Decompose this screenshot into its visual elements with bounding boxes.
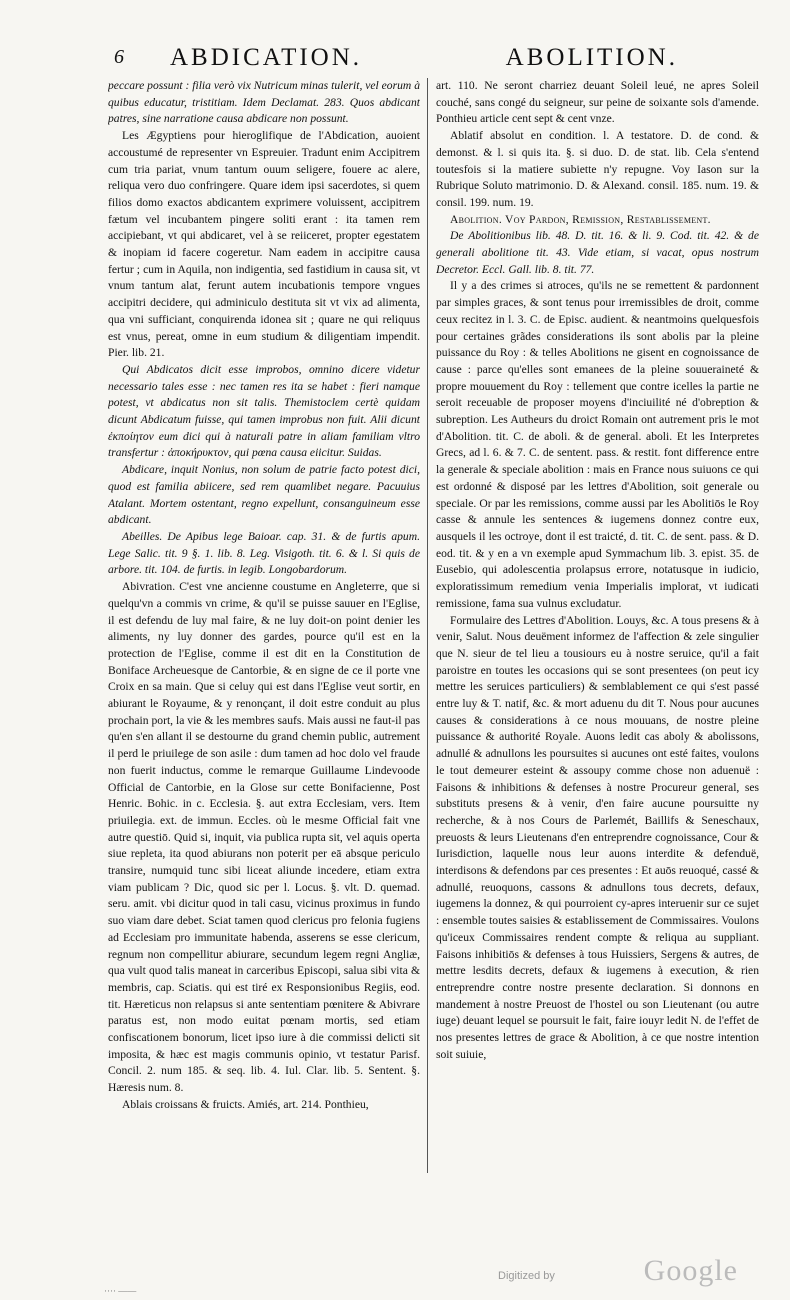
- footer-stub: ···· ——: [104, 1286, 137, 1296]
- right-running-title: ABOLITION.: [505, 44, 678, 71]
- watermark-label: Digitized by: [498, 1270, 555, 1282]
- right-column: [436, 78, 759, 1173]
- paragraph: Ablatif absolut en condition. l. A testatore. D. de cond. & demonst. & l. si quis ita. §. si duo. D. de stat. lib. Cela s'entend toutesfois si la matiere subiette n'y repugne. Voy Iason sur la Rubrique Soluto matrimonio. D. & Alexand. consil. 185. num. 19. & consil. 199. num. 19.: [436, 129, 759, 209]
- page-number: 6: [114, 46, 124, 68]
- paragraph: Abivration. C'est vne ancienne coustume en Angleterre, que si quelqu'vn a commis vn crime, & qu'il se puisse sauuer en l'Eglise, il est defendu de luy mal faire, & ne luy doit-on point denier les aliments, ny luy donner des gardes, pource qu'il est en la protection de l'Eglise, comme il est dit en la Constitution de Boniface Archeuesque de Cantorbie, & en signe de ce il porte vne Croix en sa main. Que si celuy qui est dans l'Eglise veut sortir, en abiurant le Royaume, & y renonçant, il doit estre conduit au plus prochain port, la vie & les membres saufs. Mais aussi ne faut-il pas qu'en s'en allant il se destourne du grand chemin public, autrement il perd le priuilege de son asile : dum tamen ad hoc dolo vel fraude non fuerit inductus, comme le remarque Guillaume Lindevoode Official de Cantorbie, en la Glose sur cette Bonifacienne, Post Henric. Bohic. in c. Ecclesia. §. aut extra Ecclesiam, vers. Item priuilegia. ext. de immun. Eccles. où le mesme Official fait vne autre questiō. Quid si, inquit, via publica rupta sit, vel aquis operta siue repleta, ita quod abiurans non poterit per eā absque periculo transire, numquid tunc sibi liceat aliunde incedere, etiam extra viam publicam ? Dic, quod sic per l. Locus. §. vlt. D. quemad. seru. amit. vbi dicitur quod in tali casu, vicinus proximus in fundo suo viam dare debet. Sciat tamen quod clericus pro felonia fugiens ad Ecclesiam pro immunitate habenda, asserens se esse clericum, regnum non compellitur abiurare, secundum legem regni Angliæ, qua vult quod talis maneat in carceribus Episcopi, salua sibi vita & membris, cap. Sciatis. qui est tiré ex Responsionibus Regiis, eod. tit. Hæreticus non relapsus si ante sententiam pœnitere & Abivrare paratus est, non modo euitat pœnam mortis, sed etiam confiscationem bonorum, licet ipso iure à die commissi delicti sit imposita, & hæc est magis communis opinio, vt testatur Parisf. Concil. 2. num 185. & seq. lib. 4. Iul. Clar. lib. 5. Sentent. §. Hæresis num. 8.: [108, 580, 420, 1095]
- digitized-watermark: [498, 1254, 738, 1288]
- paragraph: peccare possunt : filia verò vix Nutricum minas tulerit, vel eorum à quibus educatur, tristitiam. Idem Declamat. 283. Quos abdicant patres, sine narratione causa abdicare non possunt.: [108, 79, 420, 126]
- paragraph: art. 110. Ne seront charriez deuant Soleil leué, ne apres Soleil couché, sans congé du seigneur, sur peine de soixante sols d'amende. Ponthieu article cent sept & cent vnze.: [436, 79, 759, 126]
- left-column: [108, 78, 420, 1173]
- paragraph: Les Ægyptiens pour hieroglifique de l'Abdication, auoient accoustumé de representer vn Espreuier. Tradunt enim Accipitrem cum tria pariat, vnum tantum ouum seligere, fouere ac alere, reliqua vero duo confringere. Quare idem ipsi sacerdotes, si quem filios domo exactos abdicantem exprimere voluissent, accipitrem fætum vel incubantem pingere soliti erant : ita tamen rem accipiebant, vt qui abdicaret, vel à se reiiceret, propter egestatem & inopiam id facere cogeretur. Nam eadem in accipitre causa fertur ; cum in Aquila, non indigentia, sed fastidium in causa sit, vt vnum tantum alat, ferunt autem incubationis tempore vngues accipitri decidere, qui adminiculo destituta sit vt vix ad alimenta, qua vni sufficiant, conquirenda idonea sit ; quare ne qui reliquus est vnus, pereat, omne in eum studium & diligentiam impendit. Pier. lib. 21.: [108, 129, 420, 360]
- paragraph: De Abolitionibus lib. 48. D. tit. 16. & li. 9. Cod. tit. 42. & de generali abolitione tit. 43. Vide etiam, si vacat, opus nostrum Decretor. Eccl. Gall. lib. 8. tit. 77.: [436, 229, 759, 276]
- paragraph: Abeilles. De Apibus lege Baioar. cap. 31. & de furtis apum. Lege Salic. tit. 9 §. 1. lib. 8. Leg. Visigoth. tit. 6. & l. Si quis de arbore. tit. 104. de furtis. in legib. Longobardorum.: [108, 529, 420, 577]
- paragraph: Qui Abdicatos dicit esse improbos, omnino dicere videtur necessario tales esse : nec tamen res ita se habet : fieri namque potest, vt abdicatus non sit talis. Themistoclem certè quidam dicunt Abdicatum fuisse, qui tamen improbus non fuit. Alii dicunt ἐκποίητον eum dici qui à naturali patre in aliam familiam vltro transfertur : ἀποκήρυκτον, qui pœna causa eiicitur. Suidas.: [108, 362, 420, 460]
- paragraph: Abdicare, inquit Nonius, non solum de patrie facto potest dici, quod est familia abiicere, sed rem quamlibet negare. Pacuuius Atalant. Mortem ostentant, regno expellunt, consanguineum esse abdicant.: [108, 463, 420, 527]
- running-header: [108, 44, 678, 78]
- column-divider: [427, 78, 428, 1173]
- left-running-title: ABDICATION.: [170, 44, 363, 71]
- paragraph: Formulaire des Lettres d'Abolition. Louys, &c. A tous presens & à venir, Salut. Nous deuëment informez de l'affection & zele singulier que N. sieur de tel lieu a tousiours eu à nostre seruice, qu'il a fait paroistre en toutes les occasions qui se sont presentees (on peut icy mettre les seruices particuliers) & semblablement ce qui s'est passé entre luy & T. natif, &c. & mort aduenu du dit T. Nous pour aucunes causes & considerations à ce nous mouuans, de nostre pleine puissance & authorité Royale. Auons ledit cas aboly & abolissons, adnullé & adnullons les poursuites si aucunes ont esté faites, voulons le tout demeurer esteint & assoupy comme chose non aduenuë : Faisons & inhibitions & defenses à nostre Procureur general, ses substituts presens & à venir, d'en faire aucune poursuitte ny recherche, & à nos Cours de Parlemét, Baillifs & Seneschaux, preuosts & leurs Lieutenans d'en entreprendre cognoissance, Cour & Iurisdiction, laquelle nous leur auons interdite & defenduë, interdisons & defendons par ces presentes : Et auōs reuoqué, cassé & adnullé, reuoquons, cassons & adnullons tous decrets, defaux, iugemens la donnez, & qui pourroient cy-apres interuenir sur ce sujet : ensemble toutes saisies & establissement de Commissaires. Voulons qu'iceux Commissaires rendent compte & reliqua au suppliant. Faisons inhibitiōs & defenses à tous Huissiers, Sergens & autres, de mettre lesdits decrets, defaux & iugemens à execution, & rien entreprendre contre nostre presente declaration. Si donnons en mandement à nostre Preuost de l'hostel ou son Lieutenant (ou autre iuge) deuant lequel se poursuit le fait, faire iouyr ledit N. de l'effet de nos presentes lettres de grace & Abolition, à ce que nostre intention soit suiuie,: [436, 613, 759, 1061]
- google-logo: Google: [643, 1254, 738, 1287]
- paragraph: Abolition. Voy Pardon, Remission, Restablissement.: [450, 212, 711, 226]
- paragraph: Ablais croissans & fruicts. Amiés, art. 214. Ponthieu,: [122, 1097, 369, 1111]
- paragraph: Il y a des crimes si atroces, qu'ils ne se remettent & pardonnent par simples graces, & sont tenus pour irremissibles de droit, comme ceux recitez in l. 3. C. de Episc. audient. & neantmoins quelquesfois pour certaines grãdes considerations ils sont abolis par la pleine puissance du Roy : & telles Abolitions ne gisent en cognoissance de cause : parce qu'elles sont emanees de la pleine souueraineté & propre mouuement du Roy : tellement que contre icelles la partie ne seroit receuable de proposer moyens d'inciuilité né d'obreption & subreption. Les Autheurs du droict Romain ont autrement pris le mot d'Abolition. tit. C. de aboli. & de general. aboli. Et les Interpretes Grecs, ad l. 6. & 7. C. de sentent. pass. & restit. font difference entre la generale & speciale abolition : mais en France nous suiuons ce qui est ordonné & disposé par les lettres d'Abolition, soit generale ou speciale. Or par les remissions, comme aussi par les Abolitiōs le Roy casse & annule les sentences & iugemens donnez contre eux, ausquels il les octroye, dont il est traicté, d. tit. C. de sent. pass. & D. eod. tit. & y en a vn exemple apud Symmachum lib. 3. epist. 35. de Eusebio, qui adolescentia prolapsus errore, notatusque in iudicio, exploratissimum remedium venia Imperialis implorat, vt iudicati remissione, fama sua vulnus excludatur.: [436, 279, 759, 610]
